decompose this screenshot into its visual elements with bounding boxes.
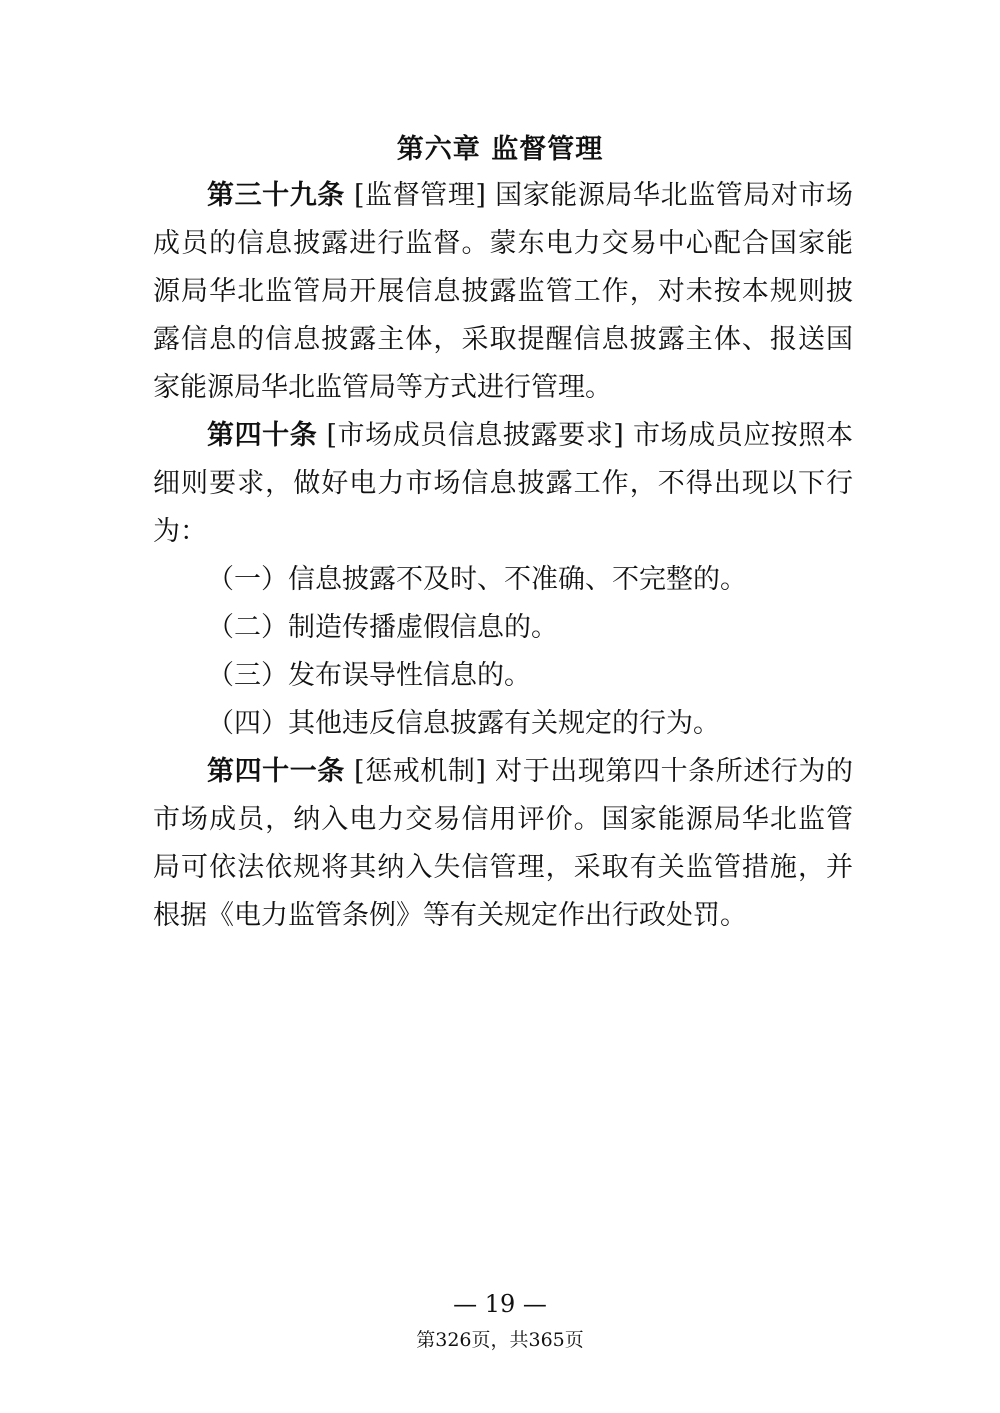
list-item-text: （二）制造传播虚假信息的。 <box>207 612 558 643</box>
list-item-text: （四）其他违反信息披露有关规定的行为。 <box>207 708 720 739</box>
list-item-text: （一）信息披露不及时、不准确、不完整的。 <box>207 564 747 595</box>
article-text: [监督管理] 国家能源局华北监管局对市场成员的信息披露进行监督。蒙东电力交易中心配合国家能源局华北监管局开展信息披露监管工作，对未按本规则披露信息的信息披露主体，采取提醒信息披露主体、报送国家能源局华北监管局等方式进行管理。 <box>153 180 854 403</box>
article-39-paragraph <box>153 172 853 412</box>
list-item-text: （三）发布误导性信息的。 <box>207 660 531 691</box>
article-text: [市场成员信息披露要求] 市场成员应按照本细则要求，做好电力市场信息披露工作，不得出现以下行为： <box>153 420 853 547</box>
list-item-3 <box>153 652 853 700</box>
list-item-4 <box>153 700 853 748</box>
article-40-paragraph <box>153 412 853 556</box>
article-41-paragraph <box>153 748 853 940</box>
page-number: — 19 — <box>453 1290 547 1318</box>
article-number: 第四十条 <box>207 420 318 451</box>
article-number: 第三十九条 <box>207 180 345 211</box>
chapter-title: 第六章 监督管理 <box>396 134 604 165</box>
list-item-1 <box>153 556 853 604</box>
list-item-2 <box>153 604 853 652</box>
body-text <box>153 172 853 940</box>
article-text: [惩戒机制] 对于出现第四十条所述行为的市场成员，纳入电力交易信用评价。国家能源局华北监管局可依法依规将其纳入失信管理，采取有关监管措施，并根据《电力监管条例》等有关规定作出行政处罚。 <box>153 756 854 931</box>
page-count: 第326页，共365页 <box>416 1329 584 1351</box>
article-number: 第四十一条 <box>207 756 345 787</box>
